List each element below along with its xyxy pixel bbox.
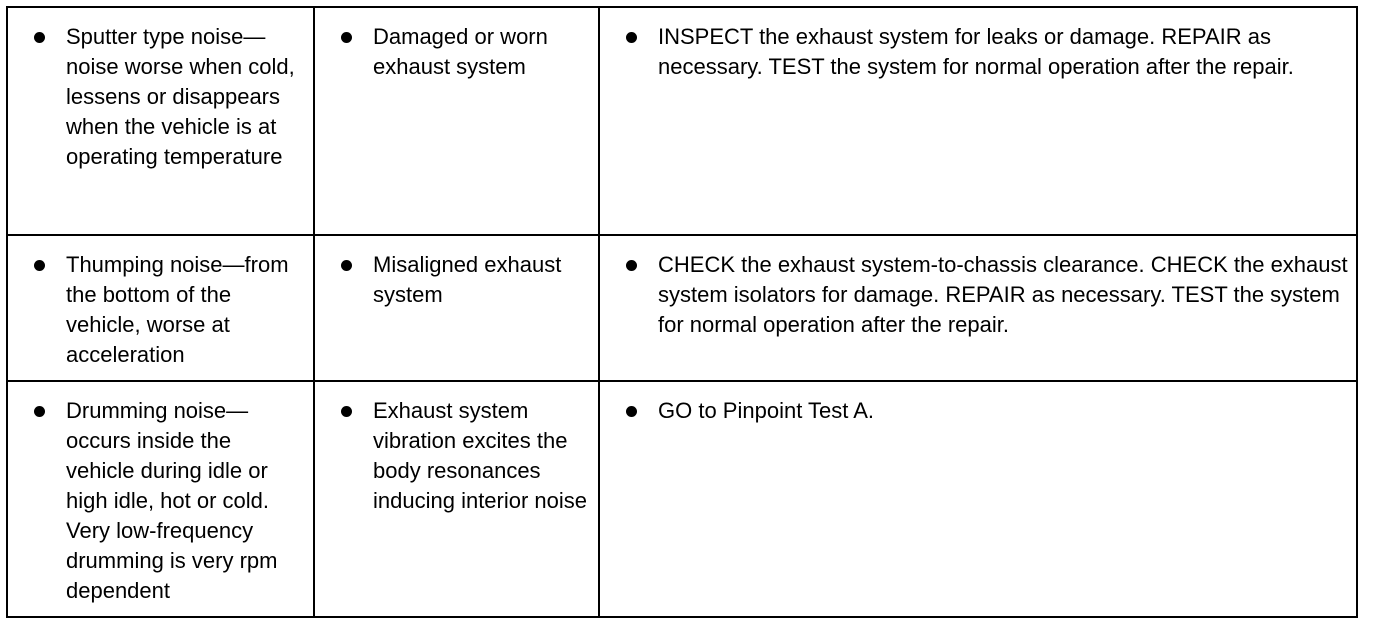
action-cell [599,235,1357,381]
bullet-icon [341,32,352,43]
table-row [7,7,1357,235]
source-text: Damaged or worn exhaust system [373,24,548,79]
bullet-icon [341,260,352,271]
bullet-icon [626,406,637,417]
bullet-icon [626,260,637,271]
condition-cell [7,381,314,617]
action-text: GO to Pinpoint Test A. [658,398,875,423]
action-cell [599,7,1357,235]
source-text: Exhaust system vibration excites the body resonances inducing interior noise [373,398,588,513]
diagnosis-table [6,6,1358,618]
bullet-icon [341,406,352,417]
source-text: Misaligned exhaust system [373,252,562,307]
action-cell [599,381,1357,617]
table-row [7,235,1357,381]
table-row [7,381,1357,617]
action-text: INSPECT the exhaust system for leaks or damage. REPAIR as necessary. TEST the system for normal operation after the repair. [658,24,1294,79]
source-cell [314,381,599,617]
condition-cell [7,235,314,381]
source-cell [314,7,599,235]
source-cell [314,235,599,381]
condition-text: Drumming noise—occurs inside the vehicle during idle or high idle, hot or cold. Very low-frequency drumming is very rpm dependent [66,398,278,603]
bullet-icon [34,260,45,271]
bullet-icon [34,32,45,43]
bullet-icon [626,32,637,43]
action-text: CHECK the exhaust system-to-chassis clearance. CHECK the exhaust system isolators for damage. REPAIR as necessary. TEST the system for normal operation after the repair. [658,252,1348,337]
condition-text: Thumping noise—from the bottom of the vehicle, worse at acceleration [66,252,289,367]
condition-text: Sputter type noise—noise worse when cold, lessens or disappears when the vehicle is at operating temperature [66,24,295,169]
bullet-icon [34,406,45,417]
condition-cell [7,7,314,235]
